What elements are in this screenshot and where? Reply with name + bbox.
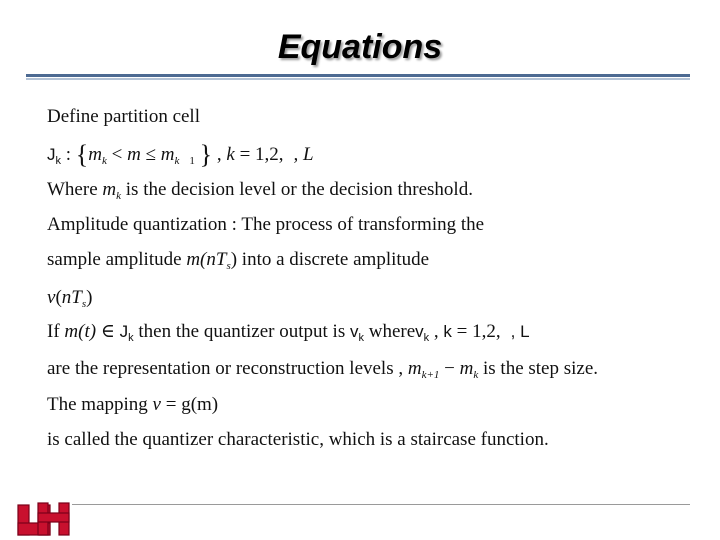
slide-title: Equations [277, 28, 443, 66]
university-logo [14, 500, 74, 540]
line-quantizer-characteristic: is called the quantizer characteristic, which is a staircase function. [47, 429, 549, 450]
line-quantizer-output: If m(t) ∈ $J_k$ then the quantizer output is $v_k$ wherev$_k$ , k = 1,2, , L [47, 321, 530, 344]
line-amplitude-quantization: Amplitude quantization : The process of transforming the [47, 214, 485, 235]
cell-symbol: J [47, 145, 56, 164]
line-discrete-amplitude-symbol: $\nu(nT_s)$ [47, 287, 93, 310]
title-divider [26, 74, 690, 77]
title-divider-light [26, 78, 690, 80]
line-sample-amplitude: sample amplitude $m(nT_s)$ into a discrete amplitude [47, 249, 430, 272]
footer-divider [72, 504, 690, 505]
line-define-partition: Define partition cell [47, 106, 200, 127]
line-where-decision-level: Where $m_k$ is the decision level or the decision threshold. [47, 179, 473, 202]
line-reconstruction-levels: are the representation or reconstruction levels , $m_{k+1} - m_k$ is the step size. [47, 358, 599, 381]
line-partition-cell-formula: $J_k$ : {$m_k < m \le m_k$ $_1$ } , k = 1,2, , L [47, 140, 314, 169]
line-mapping: The mapping ν = g(m) [47, 394, 219, 415]
